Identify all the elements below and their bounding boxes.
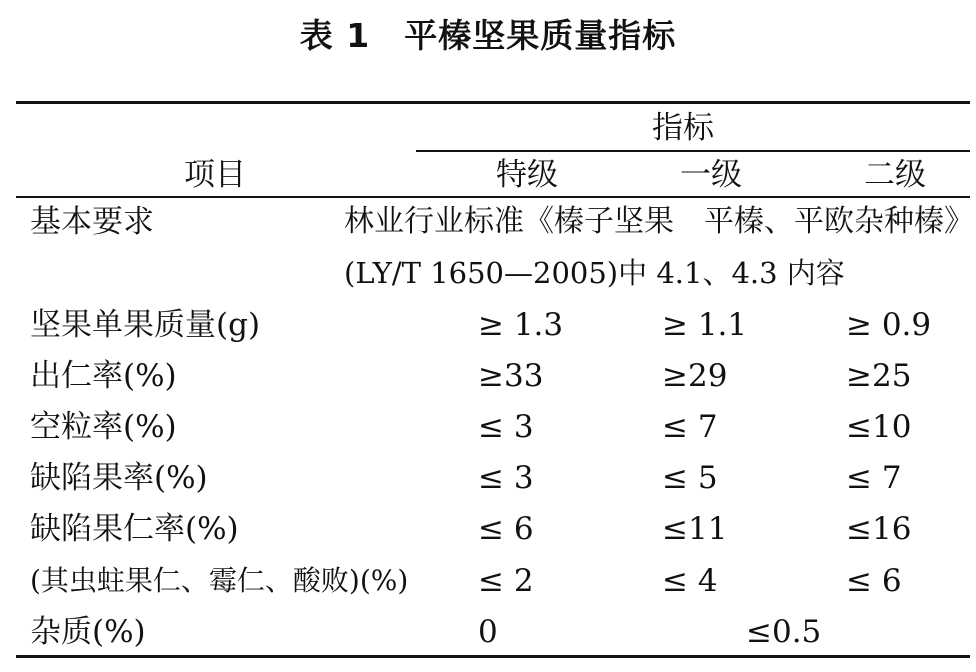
row-first: ≥29 xyxy=(662,358,728,394)
basic-requirement-line2: (LY/T 1650—2005)中 4.1、4.3 内容 xyxy=(344,256,845,290)
row-label: 坚果单果质量(g) xyxy=(30,307,261,343)
row-special: ≤ 2 xyxy=(478,563,534,599)
basic-requirement-label: 基本要求 xyxy=(30,204,154,240)
header-grade-first: 一级 xyxy=(680,157,742,193)
header-grade-special: 特级 xyxy=(496,157,558,193)
row-label: 出仁率(%) xyxy=(30,358,177,394)
impurity-label: 杂质(%) xyxy=(30,614,146,650)
row-special: ≤ 6 xyxy=(478,511,534,547)
row-second: ≤ 7 xyxy=(846,460,902,496)
row-special: ≤ 3 xyxy=(478,409,534,445)
row-first: ≤ 4 xyxy=(662,563,718,599)
impurity-rest: ≤0.5 xyxy=(746,614,822,650)
row-second: ≥ 0.9 xyxy=(846,307,932,343)
row-second: ≥25 xyxy=(846,358,912,394)
row-first: ≤11 xyxy=(662,511,728,547)
row-label: 空粒率(%) xyxy=(30,409,177,445)
row-special: ≤ 3 xyxy=(478,460,534,496)
basic-requirement-line1: 林业行业标准《榛子坚果 平榛、平欧杂种榛》 xyxy=(344,204,974,239)
row-special: ≥ 1.3 xyxy=(478,307,564,343)
header-indicator: 指标 xyxy=(652,110,714,146)
row-first: ≤ 5 xyxy=(662,460,718,496)
row-first: ≥ 1.1 xyxy=(662,307,748,343)
table-title: 表 1 平榛坚果质量指标 xyxy=(299,16,677,55)
row-label: 缺陷果仁率(%) xyxy=(30,511,239,547)
header-item: 项目 xyxy=(184,157,246,193)
header-bottom-rule xyxy=(16,196,970,198)
row-second: ≤10 xyxy=(846,409,912,445)
impurity-special: 0 xyxy=(478,614,498,650)
header-sub-rule xyxy=(416,150,970,152)
row-label: 缺陷果率(%) xyxy=(30,460,208,496)
row-special: ≥33 xyxy=(478,358,544,394)
row-second: ≤16 xyxy=(846,511,912,547)
row-second: ≤ 6 xyxy=(846,563,902,599)
row-first: ≤ 7 xyxy=(662,409,718,445)
table-top-rule xyxy=(16,101,970,104)
header-grade-second: 二级 xyxy=(864,157,926,193)
table-bottom-rule xyxy=(16,655,970,658)
row-label: (其虫蛀果仁、霉仁、酸败)(%) xyxy=(30,564,409,597)
